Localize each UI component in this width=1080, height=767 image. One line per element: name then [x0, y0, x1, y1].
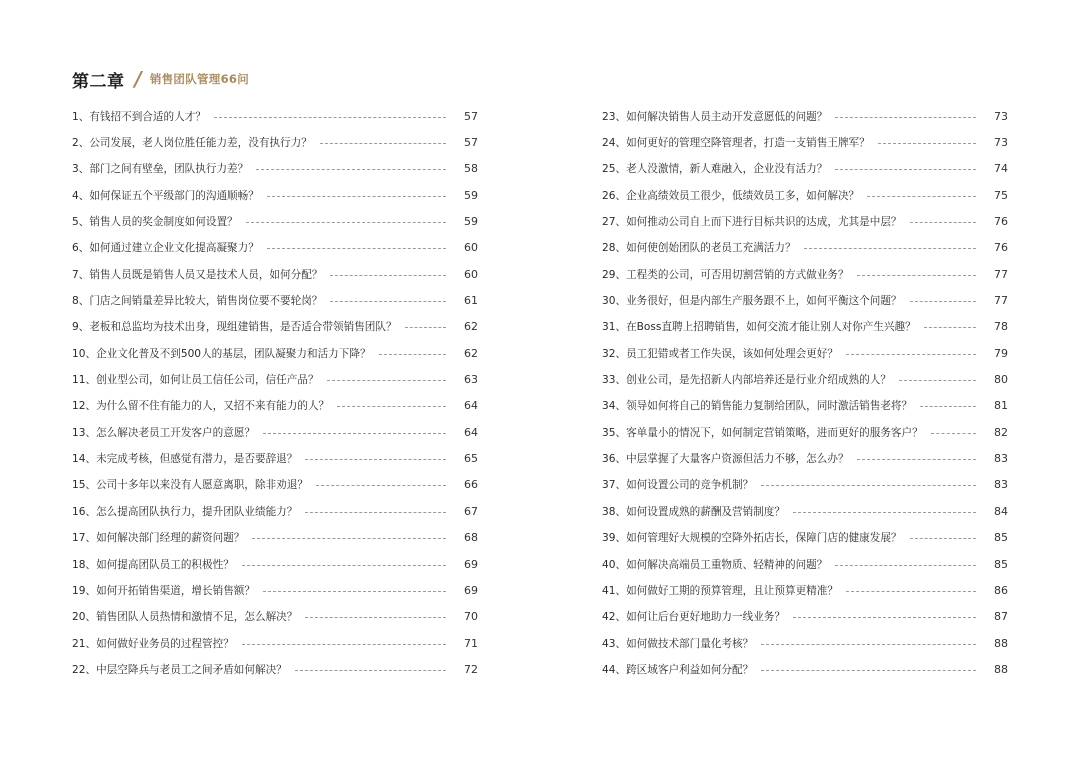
toc-entry[interactable]	[602, 129, 1008, 155]
dot-leader	[920, 406, 976, 407]
toc-right-column	[602, 103, 1008, 683]
toc-entry-question: 5、销售人员的奖金制度如何设置？	[72, 216, 238, 229]
dot-leader	[761, 485, 976, 486]
toc-entry-page: 57	[464, 136, 478, 150]
toc-entry[interactable]	[72, 656, 478, 682]
toc-entry-question: 43、如何做技术部门量化考核？	[602, 637, 754, 650]
toc-entry-page: 76	[994, 215, 1008, 229]
chapter-header	[72, 66, 249, 92]
toc-entry-page: 57	[464, 109, 478, 123]
dot-leader	[330, 301, 446, 302]
toc-entry-question: 16、怎么提高团队执行力，提升团队业绩能力？	[72, 505, 298, 518]
toc-entry-page: 77	[994, 267, 1008, 281]
toc-entry[interactable]	[602, 472, 1008, 498]
toc-entry-page: 81	[994, 399, 1008, 413]
toc-entry-question: 14、未完成考核，但感觉有潜力，是否要辞退？	[72, 453, 298, 466]
toc-entry[interactable]	[602, 366, 1008, 392]
toc-entry[interactable]	[72, 340, 478, 366]
toc-entry-page: 63	[464, 373, 478, 387]
dot-leader	[835, 117, 976, 118]
toc-entry-page: 85	[994, 557, 1008, 571]
toc-entry[interactable]	[72, 445, 478, 471]
toc-entry[interactable]	[602, 103, 1008, 129]
toc-entry-question: 7、销售人员既是销售人员又是技术人员，如何分配？	[72, 268, 323, 281]
toc-entry-question: 11、创业型公司，如何让员工信任公司，信任产品？	[72, 374, 319, 387]
dot-leader	[252, 538, 446, 539]
toc-entry-page: 88	[994, 636, 1008, 650]
toc-entry[interactable]	[72, 314, 478, 340]
toc-entry-question: 12、为什么留不住有能力的人，又招不来有能力的人？	[72, 400, 330, 413]
dot-leader	[214, 117, 446, 118]
toc-left-column	[72, 103, 478, 683]
title-separator: /	[134, 67, 142, 91]
dot-leader	[793, 617, 976, 618]
toc-entry-page: 76	[994, 241, 1008, 255]
toc-entry-question: 10、企业文化普及不到500人的基层，团队凝聚力和活力下降？	[72, 347, 371, 360]
dot-leader	[405, 327, 446, 328]
dot-leader	[878, 143, 976, 144]
toc-entry-question: 39、如何管理好大规模的空降外拓店长，保障门店的健康发展？	[602, 532, 902, 545]
toc-entry[interactable]	[72, 630, 478, 656]
dot-leader	[305, 459, 446, 460]
dot-leader	[337, 406, 446, 407]
toc-entry-question: 27、如何推动公司自上而下进行目标共识的达成，尤其是中层？	[602, 216, 902, 229]
toc-entry[interactable]	[72, 525, 478, 551]
toc-entry-question: 9、老板和总监均为技术出身，现组建销售，是否适合带领销售团队？	[72, 321, 397, 334]
dot-leader	[857, 275, 976, 276]
toc-entry-question: 38、如何设置成熟的薪酬及营销制度？	[602, 505, 785, 518]
toc-entry-page: 68	[464, 531, 478, 545]
toc-entry-page: 74	[994, 162, 1008, 176]
toc-entry-question: 28、如何使创始团队的老员工充满活力？	[602, 242, 796, 255]
toc-entry-page: 87	[994, 610, 1008, 624]
dot-leader	[761, 644, 976, 645]
dot-leader	[320, 143, 446, 144]
dot-leader	[379, 354, 446, 355]
toc-entry-page: 85	[994, 531, 1008, 545]
toc-entry-page: 78	[994, 320, 1008, 334]
toc-entry-question: 4、如何保证五个平级部门的沟通顺畅？	[72, 189, 259, 202]
toc-entry-page: 69	[464, 557, 478, 571]
toc-entry-question: 36、中层掌握了大量客户资源但活力不够，怎么办？	[602, 453, 849, 466]
dot-leader	[327, 380, 446, 381]
toc-entry-question: 37、如何设置公司的竞争机制？	[602, 479, 754, 492]
toc-entry-question: 34、领导如何将自己的销售能力复制给团队，同时激活销售老将？	[602, 400, 913, 413]
toc-entry[interactable]	[72, 129, 478, 155]
toc-entry-question: 25、老人没激情，新人难融入，企业没有活力？	[602, 163, 828, 176]
dot-leader	[899, 380, 976, 381]
toc-entry[interactable]	[72, 103, 478, 129]
dot-leader	[330, 275, 446, 276]
toc-entry-question: 6、如何通过建立企业文化提高凝聚力？	[72, 242, 259, 255]
dot-leader	[835, 169, 976, 170]
toc-entry-page: 83	[994, 478, 1008, 492]
dot-leader	[910, 301, 976, 302]
toc-entry-page: 69	[464, 583, 478, 597]
toc-entry-page: 64	[464, 399, 478, 413]
toc-entry-question: 33、创业公司，是先招新人内部培养还是行业介绍成熟的人？	[602, 374, 891, 387]
dot-leader	[263, 591, 446, 592]
toc-entry-page: 65	[464, 452, 478, 466]
toc-entry-question: 24、如何更好的管理空降管理者，打造一支销售王牌军？	[602, 137, 870, 150]
toc-entry[interactable]	[72, 261, 478, 287]
toc-entry-page: 84	[994, 504, 1008, 518]
dot-leader	[761, 670, 976, 671]
toc-entry-page: 61	[464, 294, 478, 308]
dot-leader	[924, 327, 976, 328]
toc-entry-page: 77	[994, 294, 1008, 308]
toc-entry[interactable]	[72, 498, 478, 524]
toc-entry-page: 59	[464, 188, 478, 202]
toc-entry-page: 82	[994, 425, 1008, 439]
toc-entry[interactable]	[72, 287, 478, 313]
dot-leader	[295, 670, 446, 671]
toc-entry-question: 35、客单量小的情况下，如何制定营销策略，进而更好的服务客户？	[602, 426, 923, 439]
dot-leader	[846, 354, 976, 355]
toc-entry-question: 20、销售团队人员热情和激情不足，怎么解决？	[72, 611, 298, 624]
dot-leader	[857, 459, 976, 460]
toc-entry-question: 22、中层空降兵与老员工之间矛盾如何解决？	[72, 663, 287, 676]
toc-entry[interactable]	[602, 393, 1008, 419]
toc-entry-page: 75	[994, 188, 1008, 202]
toc-entry[interactable]	[602, 419, 1008, 445]
toc-entry[interactable]	[72, 419, 478, 445]
toc-entry-page: 86	[994, 583, 1008, 597]
dot-leader	[804, 248, 976, 249]
dot-leader	[316, 485, 446, 486]
toc-entry[interactable]	[602, 287, 1008, 313]
toc-entry-page: 58	[464, 162, 478, 176]
toc-entry-page: 80	[994, 373, 1008, 387]
toc-entry[interactable]	[602, 156, 1008, 182]
toc-entry[interactable]	[72, 366, 478, 392]
dot-leader	[242, 565, 446, 566]
toc-entry[interactable]	[602, 314, 1008, 340]
dot-leader	[305, 512, 446, 513]
toc-entry-page: 60	[464, 267, 478, 281]
toc-entry-page: 64	[464, 425, 478, 439]
toc-entry-question: 21、如何做好业务员的过程管控？	[72, 637, 234, 650]
toc-entry-page: 73	[994, 109, 1008, 123]
dot-leader	[263, 433, 446, 434]
dot-leader	[267, 196, 446, 197]
toc-entry-question: 2、公司发展，老人岗位胜任能力差，没有执行力？	[72, 137, 312, 150]
dot-leader	[910, 538, 976, 539]
toc-entry-page: 88	[994, 662, 1008, 676]
dot-leader	[835, 565, 976, 566]
toc-entry-page: 83	[994, 452, 1008, 466]
dot-leader	[242, 644, 446, 645]
toc-entry[interactable]	[72, 235, 478, 261]
toc-entry[interactable]	[72, 182, 478, 208]
toc-entry-question: 40、如何解决高端员工重物质、轻精神的问题？	[602, 558, 828, 571]
toc-entry[interactable]	[602, 235, 1008, 261]
toc-entry[interactable]	[72, 393, 478, 419]
chapter-title: 第二章	[72, 71, 125, 92]
dot-leader	[846, 591, 976, 592]
toc-entry[interactable]	[602, 261, 1008, 287]
toc-entry-page: 60	[464, 241, 478, 255]
toc-entry[interactable]	[602, 577, 1008, 603]
toc-entry[interactable]	[602, 551, 1008, 577]
toc-entry-question: 26、企业高绩效员工很少，低绩效员工多，如何解决？	[602, 189, 860, 202]
toc-entry[interactable]	[602, 445, 1008, 471]
toc-entry[interactable]	[602, 182, 1008, 208]
dot-leader	[246, 222, 446, 223]
toc-entry-question: 18、如何提高团队员工的积极性？	[72, 558, 234, 571]
toc-entry-page: 66	[464, 478, 478, 492]
toc-entry[interactable]	[72, 577, 478, 603]
toc-entry[interactable]	[72, 604, 478, 630]
toc-entry[interactable]	[602, 630, 1008, 656]
toc-entry-question: 32、员工犯错或者工作失误，该如何处理会更好？	[602, 347, 838, 360]
toc-entry-page: 72	[464, 662, 478, 676]
toc-entry-question: 30、业务很好，但是内部生产服务跟不上，如何平衡这个问题？	[602, 295, 902, 308]
toc-entry-page: 67	[464, 504, 478, 518]
toc-entry-question: 15、公司十多年以来没有人愿意离职，除非劝退？	[72, 479, 308, 492]
toc-entry[interactable]	[72, 472, 478, 498]
toc-entry[interactable]	[602, 525, 1008, 551]
toc-entry[interactable]	[602, 340, 1008, 366]
chapter-subtitle: 销售团队管理66问	[149, 72, 250, 86]
toc-entry-page: 59	[464, 215, 478, 229]
toc-entry-page: 62	[464, 320, 478, 334]
dot-leader	[910, 222, 976, 223]
dot-leader	[267, 248, 446, 249]
toc-entry-question: 44、跨区域客户利益如何分配？	[602, 663, 754, 676]
toc-entry-question: 31、在Boss直聘上招聘销售，如何交流才能让别人对你产生兴趣？	[602, 321, 916, 334]
toc-entry-page: 71	[464, 636, 478, 650]
toc-entry-question: 23、如何解决销售人员主动开发意愿低的问题？	[602, 110, 828, 123]
toc-entry[interactable]	[602, 604, 1008, 630]
toc-entry[interactable]	[602, 208, 1008, 234]
toc-entry-question: 42、如何让后台更好地助力一线业务？	[602, 611, 785, 624]
dot-leader	[305, 617, 446, 618]
toc-entry-question: 17、如何解决部门经理的薪资问题？	[72, 532, 245, 545]
toc-entry-question: 13、怎么解决老员工开发客户的意愿？	[72, 426, 255, 439]
dot-leader	[931, 433, 976, 434]
dot-leader	[793, 512, 976, 513]
toc-entry-question: 19、如何开拓销售渠道，增长销售额？	[72, 584, 255, 597]
toc-entry[interactable]	[602, 656, 1008, 682]
toc-entry-question: 41、如何做好工期的预算管理，且让预算更精准？	[602, 584, 838, 597]
toc-entry[interactable]	[72, 551, 478, 577]
toc-entry[interactable]	[72, 208, 478, 234]
toc-entry-question: 1、有钱招不到合适的人才？	[72, 110, 206, 123]
dot-leader	[256, 169, 446, 170]
toc-entry-page: 62	[464, 346, 478, 360]
toc-entry[interactable]	[602, 498, 1008, 524]
toc-entry-question: 8、门店之间销量差异比较大，销售岗位要不要轮岗？	[72, 295, 323, 308]
toc-entry-page: 73	[994, 136, 1008, 150]
toc-entry[interactable]	[72, 156, 478, 182]
toc-entry-question: 3、部门之间有壁垒，团队执行力差？	[72, 163, 249, 176]
dot-leader	[867, 196, 976, 197]
toc-entry-page: 79	[994, 346, 1008, 360]
toc-entry-question: 29、工程类的公司，可否用切割营销的方式做业务？	[602, 268, 849, 281]
toc-entry-page: 70	[464, 610, 478, 624]
